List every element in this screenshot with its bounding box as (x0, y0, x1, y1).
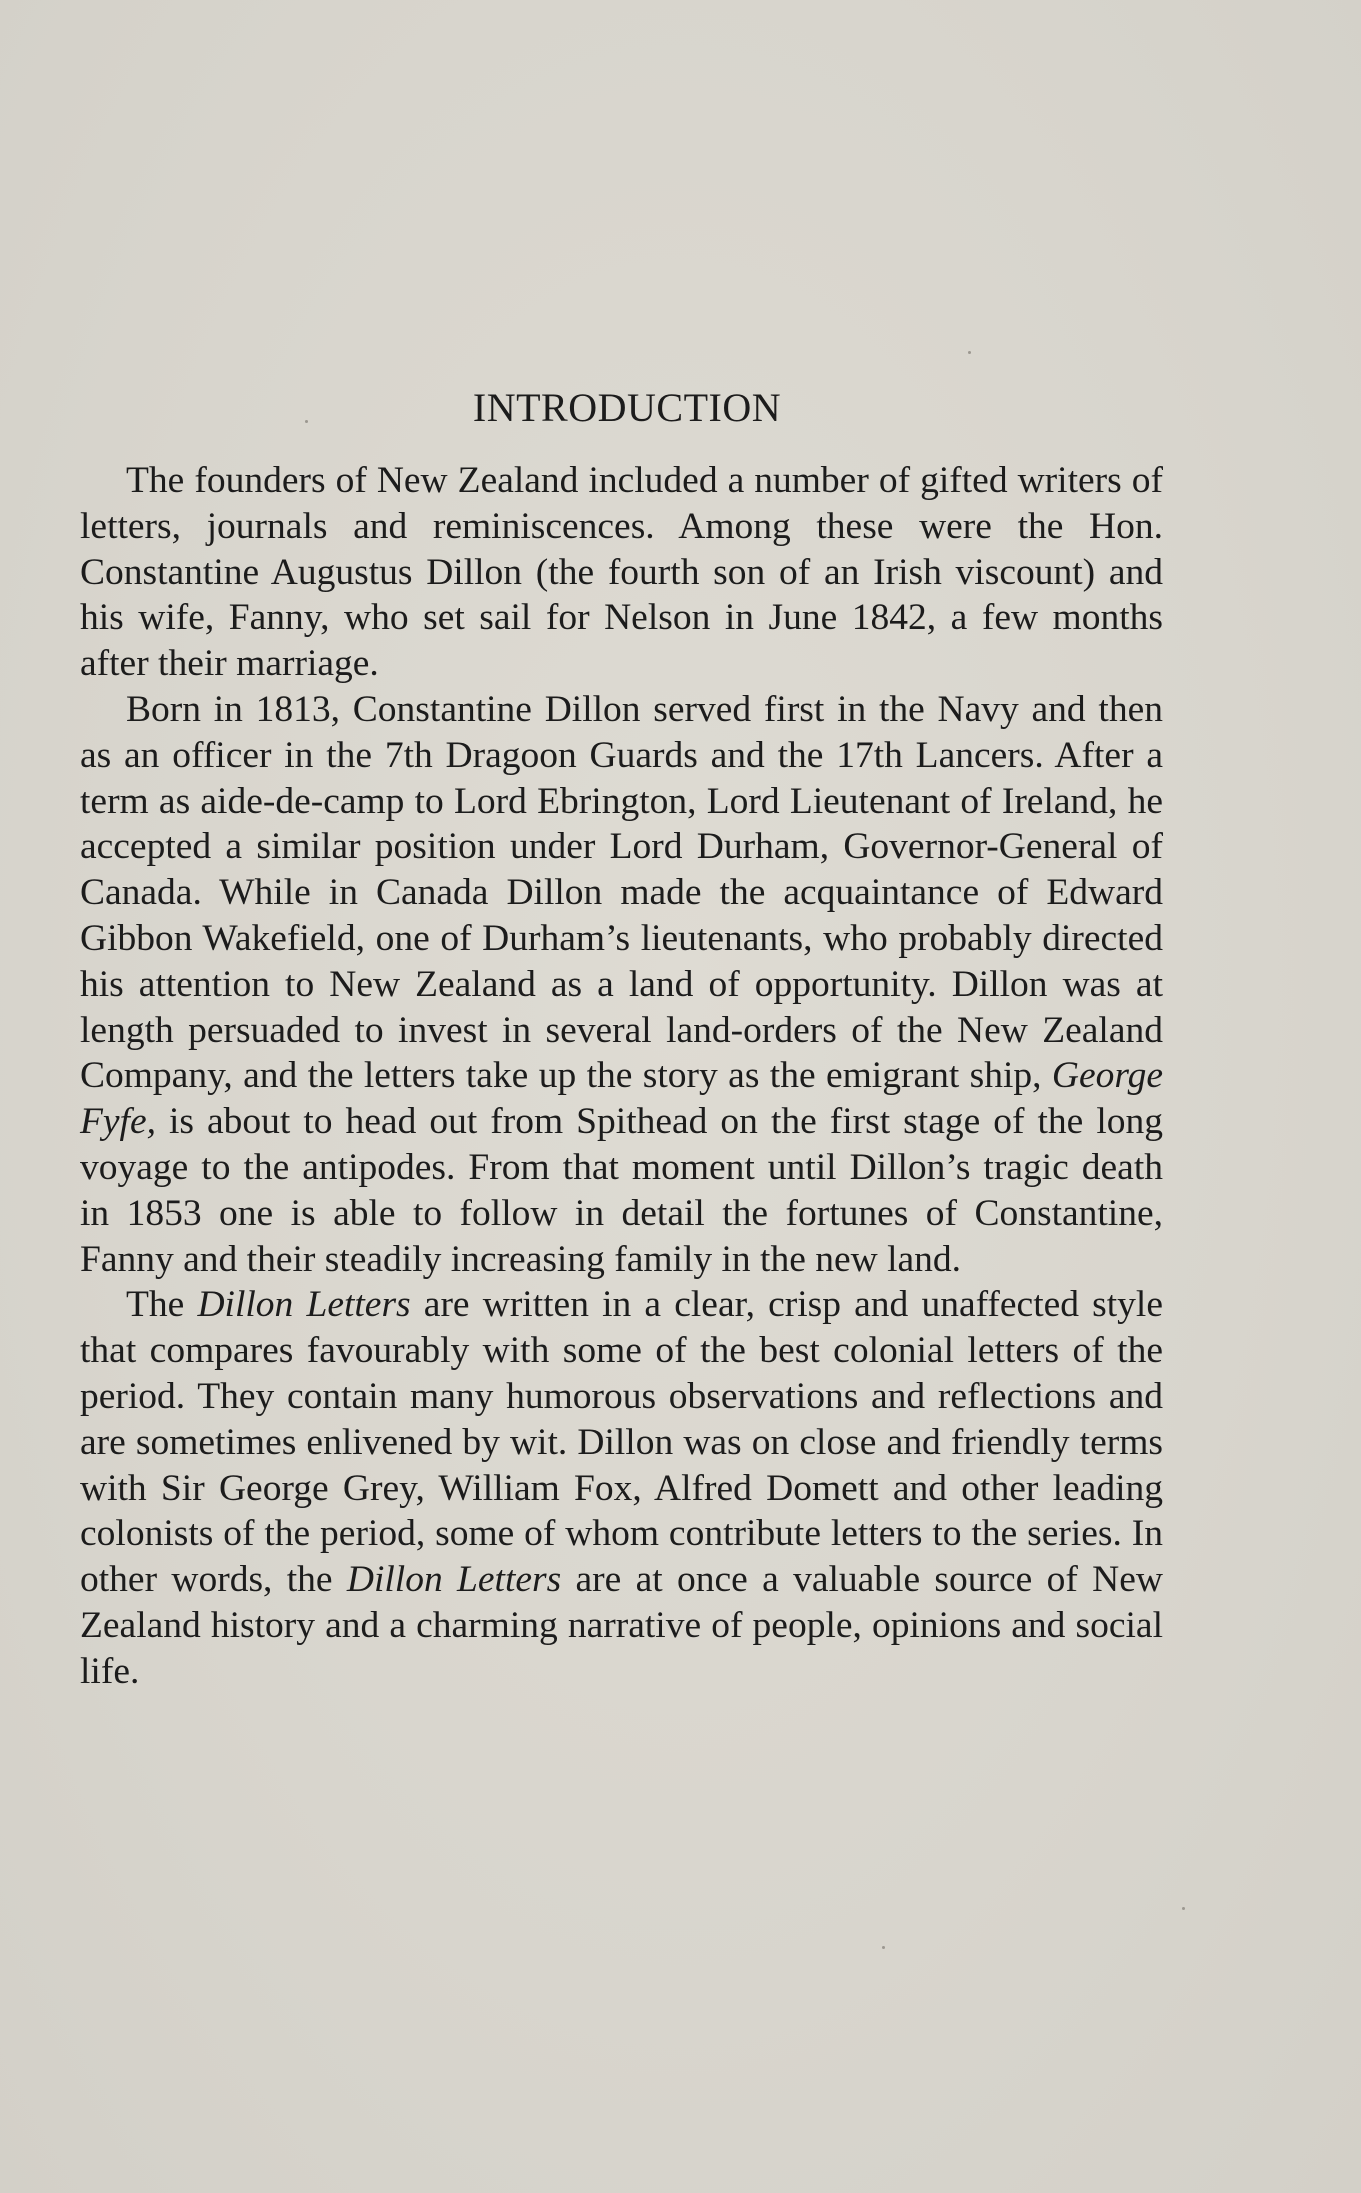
paragraph-1: The founders of New Zealand included a number of gifted writers of letters, journals and reminiscences. Among these were the Hon. Constantine Augustus Dillon (the fourth son of an Irish viscount) and his wife, Fanny, who set sail for Nelson in June 1842, a few months after their marriage. (80, 460, 1163, 685)
introduction-body (80, 458, 1163, 1695)
paragraph-3-text-c: are at once a valuable source of New Zealand history and a charming narrative of people, opinions and social life. (80, 1559, 1163, 1692)
page-title: INTRODUCTION (472, 385, 782, 430)
paper-speck (882, 1946, 885, 1949)
book-title-1: Dillon Letters (197, 1284, 411, 1326)
paragraph-3 (80, 1282, 1163, 1694)
book-title-2: Dillon Letters (346, 1559, 562, 1601)
paper-speck (968, 351, 971, 354)
paragraph-3-text-a: The (126, 1284, 198, 1326)
paragraph-2-text-b: is about to head out from Spithead on the first stage of the long voyage to the antipodes. From that moment until Dillon’s tragic death in 1853 one is able to follow in detail the fortunes of Constantine, Fanny and their steadily increasing family in the new land. (80, 1101, 1163, 1280)
paper-speck (1182, 1907, 1185, 1910)
paragraph-2-text-a: Born in 1813, Constantine Dillon served first in the Navy and then as an officer in the 7th Dragoon Guards and the 17th Lancers. After a term as aide-de-camp to Lord Ebrington, Lord Lieutenant of Ireland, he accepted a similar position under Lord Durham, Governor-General of Canada. While in Canada Dillon made the acquaintance of Edward Gibbon Wakefield, one of Durham’s lieutenants, who probably directed his attention to New Zealand as a land of opportunity. Dillon was at length persuaded to invest in several land-orders of the New Zealand Company, and the letters take up the story as the emigrant ship, (80, 688, 1163, 1097)
ship-name: George Fyfe, (80, 1055, 1163, 1143)
paper-speck (305, 420, 308, 423)
paragraph-3-text-b: are written in a clear, crisp and unaffected style that compares favourably with some of the best colonial letters of the period. They contain many humorous observations and reflections and are sometimes enlivened by wit. Dillon was on close and friendly terms with Sir George Grey, William Fox, Alfred Domett and other leading colonists of the period, some of whom contribute letters to the series. In other words, the (80, 1284, 1163, 1601)
paragraph-2 (80, 687, 1163, 1282)
